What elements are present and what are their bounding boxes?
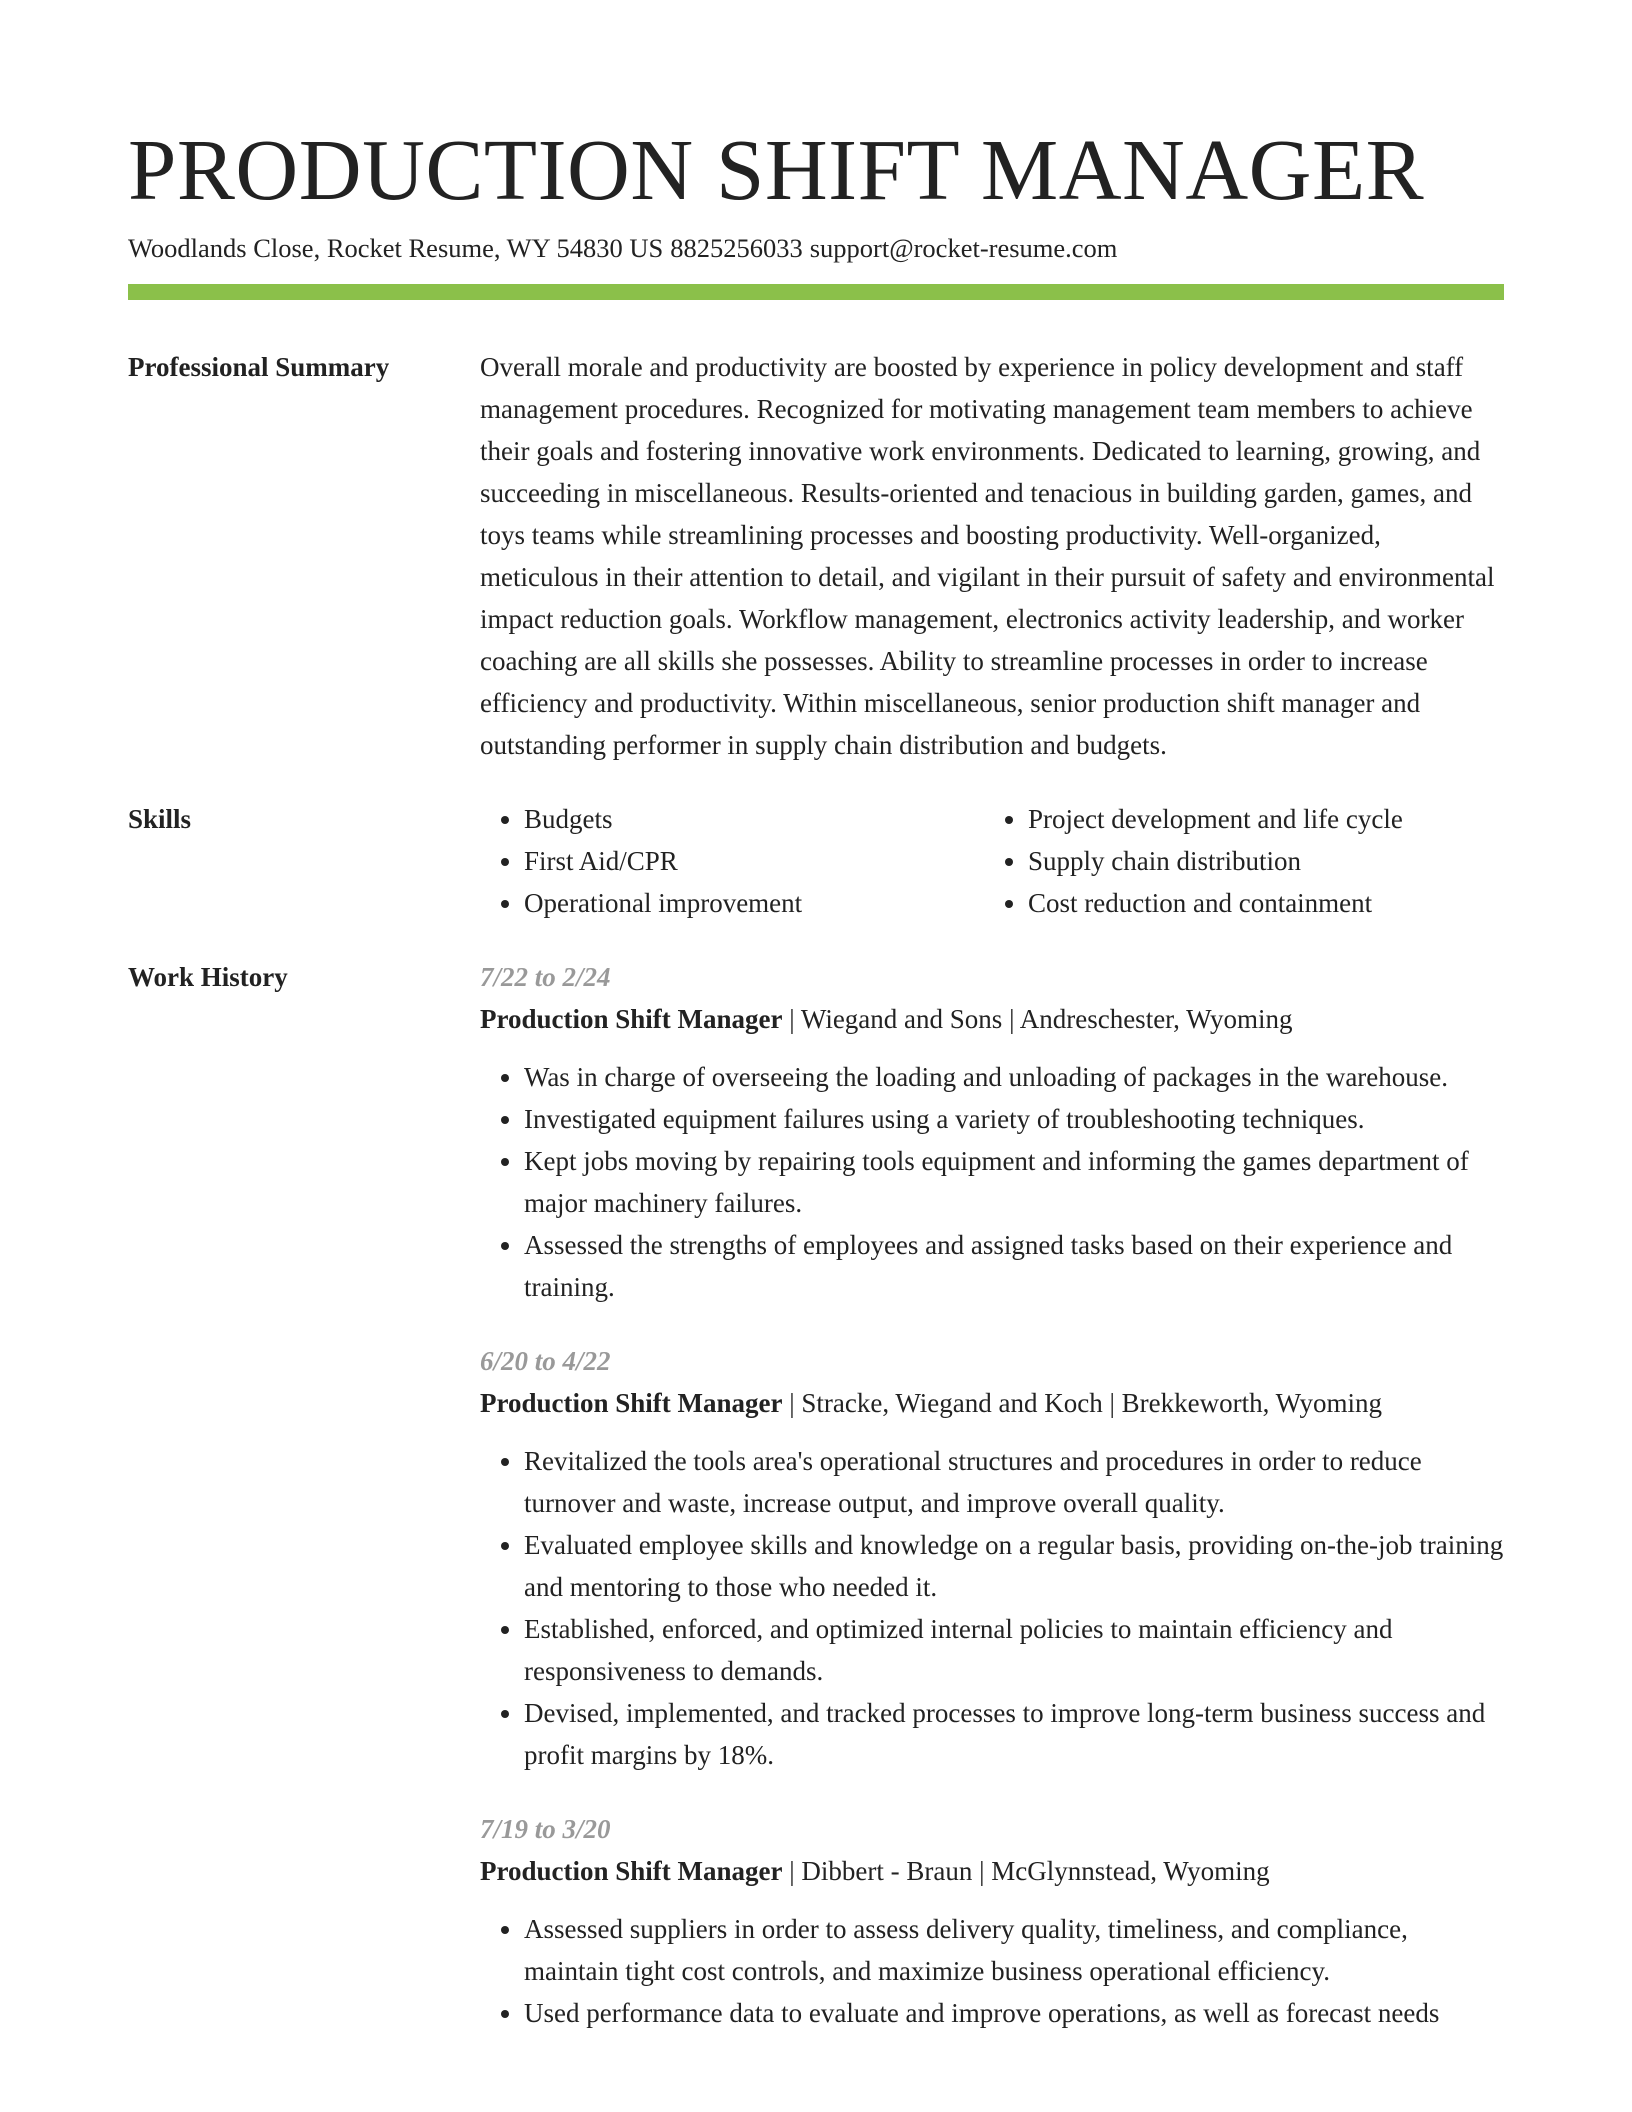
separator: |: [1109, 1388, 1115, 1418]
job-title: Production Shift Manager: [480, 1004, 783, 1034]
job-company: Stracke, Wiegand and Koch: [801, 1388, 1103, 1418]
resume-page: [128, 120, 1504, 2034]
summary-heading: Professional Summary: [128, 352, 390, 382]
work-history-heading: Work History: [128, 962, 288, 992]
job-title: Production Shift Manager: [480, 1856, 783, 1886]
job-company: Dibbert - Braun: [801, 1856, 973, 1886]
job-bullets: [480, 1056, 1504, 1308]
skills-heading: Skills: [128, 804, 192, 834]
skill-item: • Project development and life cycle: [1028, 798, 1488, 840]
job-location: Brekkeworth, Wyoming: [1121, 1388, 1382, 1418]
job-heading: [480, 998, 1504, 1040]
job-dates: 6/20 to 4/22: [480, 1346, 611, 1376]
accent-divider: [128, 284, 1504, 300]
job-heading: [480, 1850, 1504, 1892]
job-bullet: • Was in charge of overseeing the loading and unloading of packages in the warehouse.: [524, 1056, 1504, 1098]
summary-text: Overall morale and productivity are boosted by experience in policy development and staff management procedures. Recognized for motivating management team members to achieve their goals and fostering innovative work environments. Dedicated to learning, growing, and succeeding in miscellaneous. Results-oriented and tenacious in building garden, games, and toys teams while streamlining processes and boosting productivity. Well-organized, meticulous in their attention to detail, and vigilant in their pursuit of safety and environmental impact reduction goals. Workflow management, electronics activity leadership, and worker coaching are all skills she possesses. Ability to streamline processes in order to increase efficiency and productivity. Within miscellaneous, senior production shift manager and outstanding performer in supply chain distribution and budgets.: [480, 352, 1495, 760]
job-bullet: • Assessed the strengths of employees and assigned tasks based on their experience and training.: [524, 1224, 1504, 1308]
separator: |: [979, 1856, 985, 1886]
job-bullet: • Assessed suppliers in order to assess delivery quality, timeliness, and compliance, maintain tight cost controls, and maximize business operational efficiency.: [524, 1908, 1504, 1992]
separator: |: [1009, 1004, 1015, 1034]
job-company: Wiegand and Sons: [800, 1004, 1003, 1034]
skills-section: [128, 798, 1504, 924]
job-bullet: • Investigated equipment failures using a variety of troubleshooting techniques.: [524, 1098, 1504, 1140]
job-bullet: • Devised, implemented, and tracked processes to improve long-term business success and profit margins by 18%.: [524, 1692, 1504, 1776]
skills-list-right: [984, 798, 1488, 924]
skill-item: • Supply chain distribution: [1028, 840, 1488, 882]
job-location: Andreschester, Wyoming: [1019, 1004, 1293, 1034]
job-dates: 7/22 to 2/24: [480, 962, 611, 992]
skill-item: • Cost reduction and containment: [1028, 882, 1488, 924]
job-entry: [480, 1808, 1504, 2034]
job-bullet: • Established, enforced, and optimized internal policies to maintain efficiency and responsiveness to demands.: [524, 1608, 1504, 1692]
separator: |: [789, 1388, 795, 1418]
job-bullet: • Evaluated employee skills and knowledge on a regular basis, providing on-the-job training and mentoring to those who needed it.: [524, 1524, 1504, 1608]
contact-line: [128, 230, 1504, 266]
job-entry: [480, 1340, 1504, 1776]
job-title: Production Shift Manager: [480, 1388, 783, 1418]
job-location: McGlynnstead, Wyoming: [991, 1856, 1270, 1886]
contact-address: Woodlands Close, Rocket Resume, WY 54830 US: [128, 233, 664, 263]
skill-item: • First Aid/CPR: [524, 840, 984, 882]
skill-item: • Operational improvement: [524, 882, 984, 924]
job-heading: [480, 1382, 1504, 1424]
contact-email: support@rocket-resume.com: [809, 233, 1118, 263]
job-bullets: [480, 1440, 1504, 1776]
work-history-section: [128, 956, 1504, 2034]
skills-list-left: [480, 798, 984, 924]
job-bullet: • Kept jobs moving by repairing tools equipment and informing the games department of major machinery failures.: [524, 1140, 1504, 1224]
separator: |: [789, 1004, 795, 1034]
skill-item: • Budgets: [524, 798, 984, 840]
resume-title: PRODUCTION SHIFT MANAGER: [128, 121, 1425, 218]
job-bullet: • Revitalized the tools area's operational structures and procedures in order to reduce turnover and waste, increase output, and improve overall quality.: [524, 1440, 1504, 1524]
job-bullets: [480, 1908, 1504, 2034]
separator: |: [789, 1856, 795, 1886]
job-bullet: • Used performance data to evaluate and improve operations, as well as forecast needs: [524, 1992, 1504, 2034]
job-entry: [480, 956, 1504, 1308]
summary-section: [128, 346, 1504, 766]
contact-phone: 8825256033: [670, 233, 803, 263]
job-dates: 7/19 to 3/20: [480, 1814, 611, 1844]
